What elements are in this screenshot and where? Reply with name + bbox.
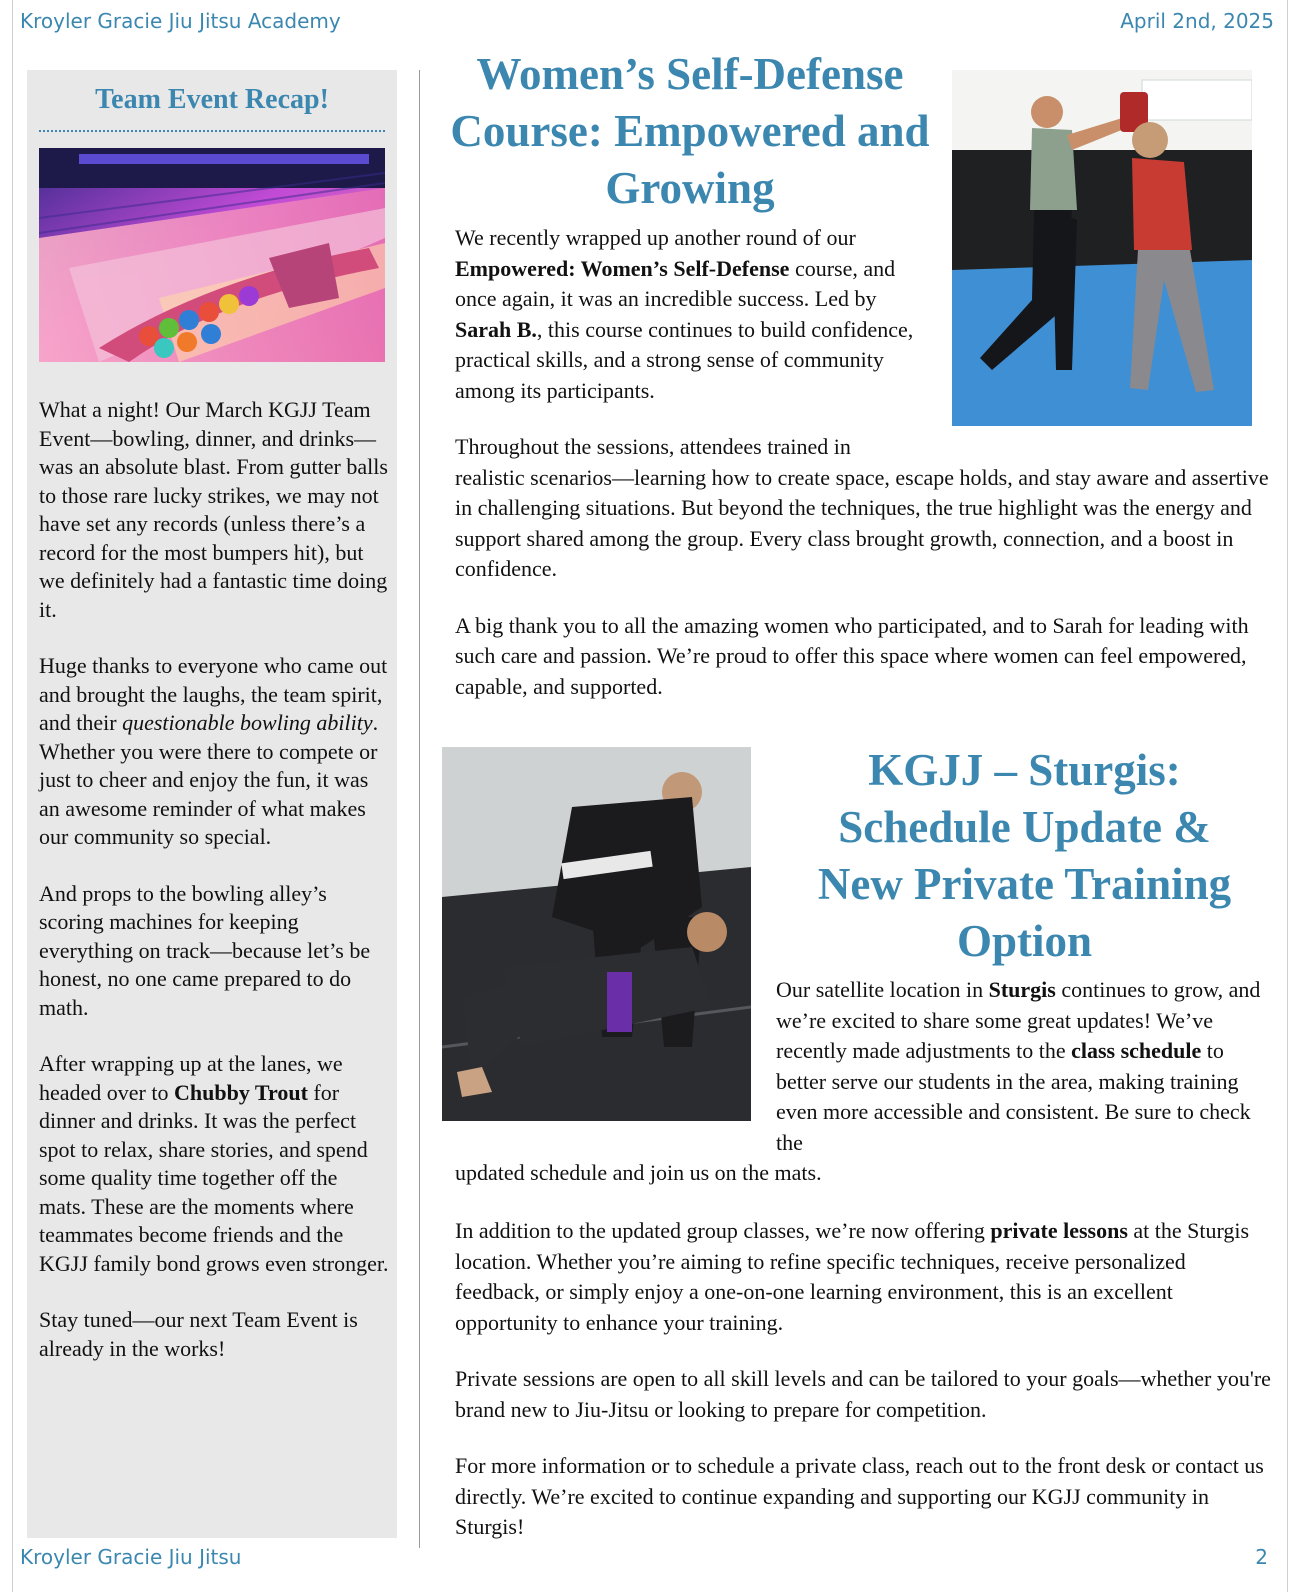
women-paragraph: Throughout the sessions, attendees trained in realistic scenarios—learning how to create space, escape holds, and stay aware and assertive in challenging situations. But beyond the techniques, the true highlight was the energy and support shared among the group. Every class brought growth, connection, and a boost in confidence.	[455, 434, 1269, 581]
sidebar-paragraph: Huge thanks to everyone who came out and brought the laughs, the team spirit, and their questionable bowling ability. Whether you were there to compete or just to cheer and enjoy the fun, it was an awesome reminder of what makes our community so special.	[39, 653, 388, 849]
sturgis-paragraph: Private sessions are open to all skill levels and can be tailored to your goals—whether you're brand new to Jiu-Jitsu or looking to prepare for competition.	[455, 1366, 1271, 1422]
sidebar-paragraph: After wrapping up at the lanes, we headed over to Chubby Trout for dinner and drinks. It was the perfect spot to relax, share stories, and spend some quality time together off the mats. These are the moments where teammates become friends and the KGJJ family bond grows even stronger.	[39, 1051, 389, 1276]
dotted-divider	[39, 130, 385, 132]
sidebar-paragraph: What a night! Our March KGJJ Team Event—bowling, dinner, and drinks—was an absolute blast. From gutter balls to those rare lucky strikes, we may not have set any records (unless there’s a record for the most bumpers hit), but we definitely had a fantastic time doing it.	[39, 397, 388, 622]
sidebar-paragraph: Stay tuned—our next Team Event is already in the works!	[39, 1307, 358, 1361]
women-paragraph: A big thank you to all the amazing women who participated, and to Sarah for leading with such care and passion. We’re proud to offer this space where women can feel empowered, capable, and supported.	[455, 612, 1249, 699]
jiu-jitsu-training-photo	[442, 747, 751, 1121]
women-course-body	[455, 223, 1275, 728]
sidebar-team-event	[27, 70, 397, 1538]
sturgis-paragraph: Our satellite location in Sturgis continues to grow, and we’re excited to share some great updates! We’ve recently made adjustments to the class schedule to better serve our students in the area, making training even more accessible and consistent. Be sure to check the	[776, 977, 1261, 1155]
sidebar-article-body	[39, 396, 389, 1391]
sturgis-paragraph-continued: updated schedule and join us on the mats.	[455, 1160, 822, 1185]
women-paragraph: We recently wrapped up another round of our Empowered: Women’s Self-Defense course, and once again, it was an incredible success. Led by Sarah B., this course continues to build confidence, practical skills, and a strong sense of community among its participants.	[455, 225, 914, 403]
sturgis-heading: KGJJ – Sturgis: Schedule Update & New Private Training Option	[817, 745, 1232, 966]
header-org: Kroyler Gracie Jiu Jitsu Academy	[20, 9, 341, 33]
sturgis-body	[455, 1216, 1275, 1569]
women-course-heading: Women’s Self-Defense Course: Empowered and Growing	[450, 49, 930, 213]
sidebar-title: Team Event Recap!	[95, 84, 329, 115]
column-divider	[419, 70, 420, 1548]
header-date: April 2nd, 2025	[1120, 9, 1274, 33]
sturgis-paragraph: In addition to the updated group classes, we’re now offering private lessons at the Sturgis location. Whether you’re aiming to refine specific techniques, receive personalized feedback, or simply enjoy a one-on-one learning environment, this is an excellent opportunity to enhance your training.	[455, 1218, 1250, 1335]
sidebar-paragraph: And props to the bowling alley’s scoring machines for keeping everything on track—because let’s be honest, no one came prepared to do math.	[39, 880, 371, 1020]
bowling-alley-photo	[39, 148, 385, 362]
sturgis-paragraph: For more information or to schedule a private class, reach out to the front desk or contact us directly. We’re excited to continue expanding and supporting our KGJJ community in Sturgis!	[455, 1453, 1264, 1539]
footer-org: Kroyler Gracie Jiu Jitsu	[20, 1545, 242, 1569]
page-number: 2	[1255, 1545, 1268, 1569]
